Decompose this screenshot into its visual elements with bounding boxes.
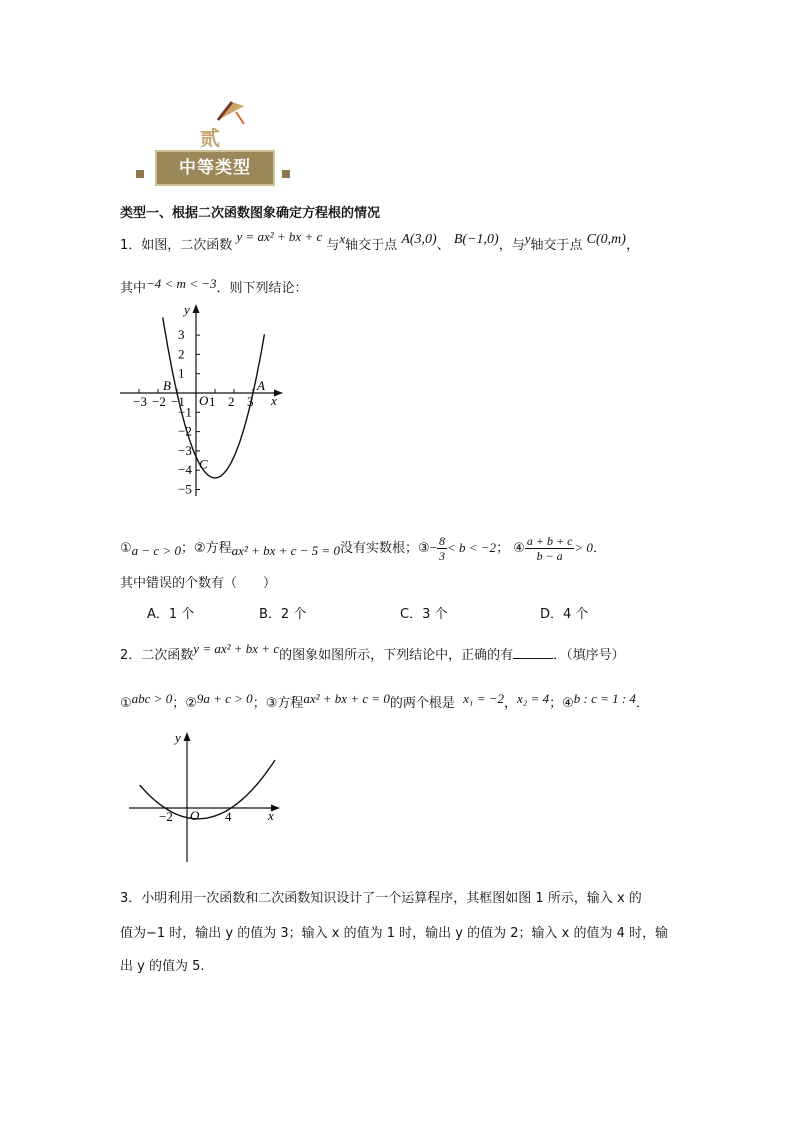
q2-text-c: ．（填序号） bbox=[553, 648, 625, 663]
banner-label: 中等类型 bbox=[179, 158, 251, 178]
y-tick-label: 2 bbox=[178, 346, 185, 362]
q1-s1-expr: a − c > 0 bbox=[131, 543, 181, 558]
y-tick-label: −3 bbox=[178, 442, 192, 458]
q2-s4-expr: b : c = 1 : 4 bbox=[573, 691, 636, 706]
point-label-b: B bbox=[163, 378, 171, 393]
q1-s1-mark: ① bbox=[120, 541, 132, 556]
q1-point-a: A(3,0) bbox=[401, 232, 437, 247]
q3-line3: 出 y 的值为 5. bbox=[120, 959, 205, 974]
point-label-c: C bbox=[199, 456, 208, 472]
q1-s4-mark: ④ bbox=[513, 541, 525, 556]
q2-parabola-graph bbox=[115, 728, 295, 868]
q1-point-c: C(0,m) bbox=[586, 232, 626, 247]
q2-s2-sep: ；③方程 bbox=[252, 696, 304, 711]
section-seal: 贰 bbox=[200, 126, 220, 150]
y-axis-label: y bbox=[184, 302, 190, 317]
q2-root-x2: x₂ = 4 bbox=[517, 691, 550, 706]
q1-s4-den: b − a bbox=[536, 549, 563, 563]
q1-sep1: 、 bbox=[436, 238, 450, 253]
q1-s1-sep: ； bbox=[180, 541, 194, 556]
x-tick-label: −3 bbox=[133, 394, 147, 409]
y-tick-label: −5 bbox=[178, 481, 192, 497]
q2-s4-sep: ；④ bbox=[549, 696, 574, 711]
banner-dot-left bbox=[136, 170, 144, 178]
q2-s3-expr: ax² + bx + c = 0 bbox=[303, 691, 390, 706]
q2-comma: ， bbox=[504, 696, 518, 711]
q1-cond-a: 其中 bbox=[120, 281, 147, 296]
q3-line1: 3．小明利用一次函数和二次函数知识设计了一个运算程序，其框图如图 1 所示，输入 x 的 bbox=[120, 891, 642, 906]
x-axis-label: x bbox=[271, 393, 277, 408]
q1-s3-mark: ③ bbox=[417, 541, 430, 556]
y-tick-label: 3 bbox=[178, 327, 185, 343]
q1-text-a: 如图，二次函数 bbox=[141, 238, 233, 253]
q2-s1-mark: ① bbox=[120, 696, 132, 711]
q2-s1-expr: abc > 0 bbox=[131, 691, 173, 706]
q2-s1-sep: ；② bbox=[172, 696, 197, 711]
q1-statements bbox=[120, 534, 606, 563]
q2-s2-expr: 9a + c > 0 bbox=[196, 691, 253, 706]
q1-s4-fraction bbox=[525, 534, 575, 563]
q2-number: 2． bbox=[120, 648, 142, 663]
q1-text-e: 轴交于点 bbox=[530, 238, 583, 253]
y-tick-label: 1 bbox=[178, 365, 185, 381]
x-tick-label: −1 bbox=[171, 394, 185, 409]
q2-answer-blank[interactable] bbox=[513, 646, 553, 659]
q1-point-b: B(−1,0) bbox=[453, 232, 499, 247]
q2-text-a: 二次函数 bbox=[141, 648, 194, 663]
q1-cond-b: ．则下列结论： bbox=[216, 281, 308, 296]
origin-label: O bbox=[199, 393, 209, 408]
q2-root-x1: x₁ = −2 bbox=[463, 691, 504, 706]
x-tick-label: 4 bbox=[225, 809, 232, 824]
q1-s2-tail: 没有实数根； bbox=[339, 541, 418, 556]
q2-line1 bbox=[120, 641, 625, 665]
q1-ask: 其中错误的个数有（ ） bbox=[120, 576, 277, 591]
q1-s3-tail: < b < −2 bbox=[446, 540, 497, 555]
point-label-a: A bbox=[257, 378, 265, 393]
y-axis-label: y bbox=[175, 730, 181, 745]
banner-dot-right bbox=[282, 170, 290, 178]
q1-s4-end: ． bbox=[592, 541, 606, 556]
q1-parabola-graph bbox=[115, 298, 295, 503]
q1-s3-den: 3 bbox=[438, 549, 445, 563]
q1-function: y = ax² + bx + c bbox=[236, 229, 323, 244]
q1-text-d: ，与 bbox=[498, 238, 525, 253]
q1-option-b[interactable]: B．2 个 bbox=[259, 607, 307, 622]
q1-option-c[interactable]: C．3 个 bbox=[400, 607, 448, 622]
q1-x-var: x bbox=[339, 231, 346, 246]
fan-icon bbox=[214, 98, 248, 128]
x-tick-label: 2 bbox=[228, 394, 235, 409]
q1-s3-num: 8 bbox=[438, 534, 445, 548]
q1-s4-tail: > 0 bbox=[574, 540, 593, 555]
q1-line2 bbox=[120, 276, 308, 298]
q1-s3-sep: ； bbox=[496, 541, 510, 556]
q2-s3-mid: 的两个根是 bbox=[389, 696, 455, 711]
q2-end: ． bbox=[635, 696, 649, 711]
q1-s2-mark: ②方程 bbox=[194, 541, 232, 556]
section-banner bbox=[155, 150, 275, 186]
q1-s3-fraction bbox=[437, 534, 447, 563]
q2-statements bbox=[120, 691, 649, 713]
q1-cond: −4 < m < −3 bbox=[146, 276, 217, 291]
y-tick-label: −2 bbox=[178, 423, 192, 439]
q1-text-f: ， bbox=[625, 238, 639, 253]
q1-s4-num: a + b + c bbox=[526, 534, 573, 548]
q2-text-b: 的图象如图所示，下列结论中，正确的有 bbox=[279, 648, 514, 663]
q1-s2-expr: ax² + bx + c − 5 = 0 bbox=[231, 543, 340, 558]
q1-number: 1． bbox=[120, 238, 142, 253]
y-axis-arrow bbox=[184, 732, 191, 741]
q1-option-d[interactable]: D．4 个 bbox=[540, 607, 589, 622]
q1-line1 bbox=[120, 229, 639, 255]
y-tick-label: −1 bbox=[178, 404, 192, 420]
q2-function: y = ax² + bx + c bbox=[193, 641, 280, 656]
x-axis-label: x bbox=[268, 808, 274, 823]
y-tick-label: −4 bbox=[178, 462, 192, 478]
origin-label: O bbox=[190, 808, 200, 823]
y-axis-arrow bbox=[193, 304, 200, 313]
q1-text-b: 与 bbox=[326, 238, 340, 253]
q1-y-var: y bbox=[524, 231, 531, 246]
x-tick-label: −2 bbox=[152, 394, 166, 409]
x-tick-label: 3 bbox=[247, 394, 254, 409]
q1-option-a[interactable]: A．1 个 bbox=[147, 607, 195, 622]
section-title: 类型一、根据二次函数图象确定方程根的情况 bbox=[120, 206, 381, 221]
q1-s3-neg: − bbox=[429, 540, 437, 555]
q1-text-c: 轴交于点 bbox=[345, 238, 398, 253]
x-tick-label: 1 bbox=[209, 394, 216, 409]
x-tick-label: −2 bbox=[159, 809, 173, 824]
q3-line2: 值为−1 时，输出 y 的值为 3；输入 x 的值为 1 时，输出 y 的值为 2；输入 x 的值为 4 时，输 bbox=[120, 926, 669, 941]
